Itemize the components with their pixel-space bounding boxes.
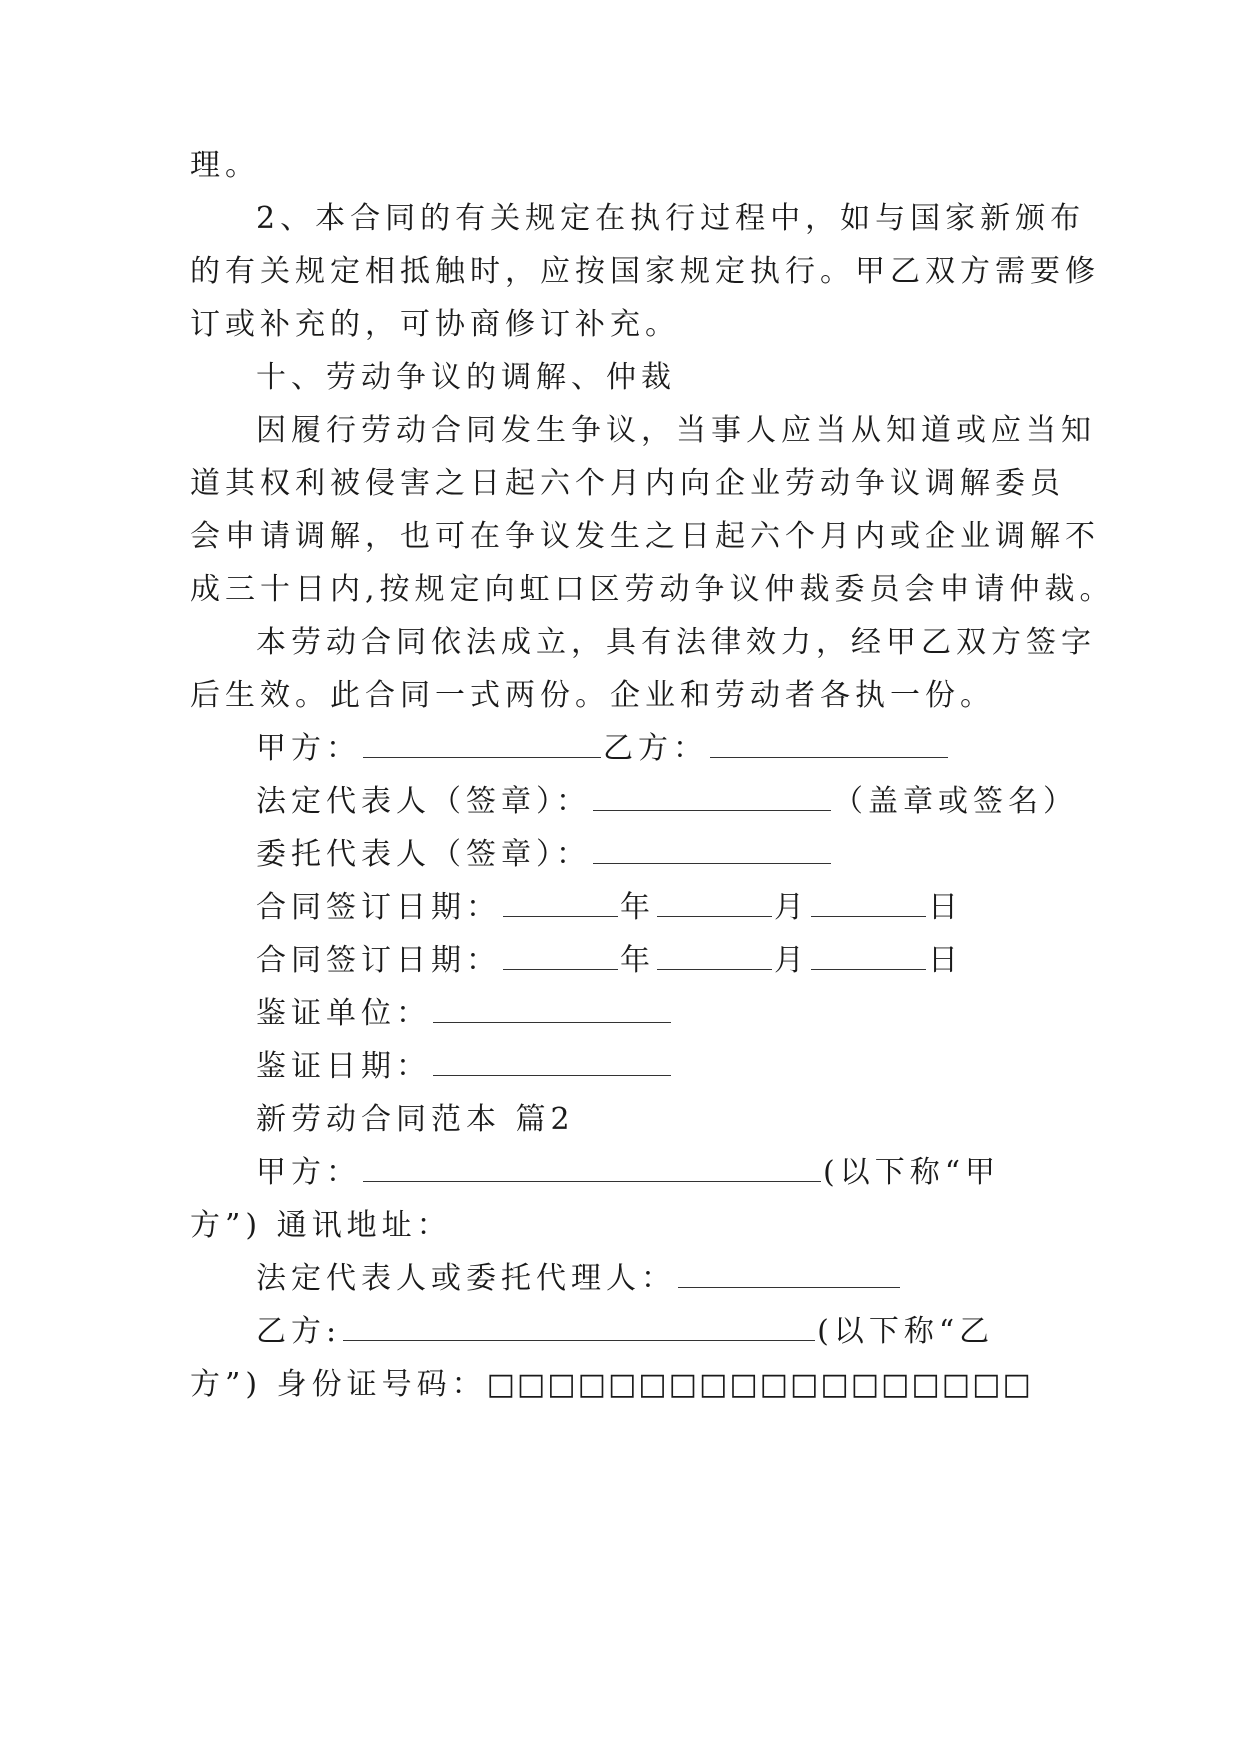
party-a-blank[interactable]	[363, 1157, 821, 1182]
year-label: 年	[620, 943, 655, 978]
year-blank[interactable]	[503, 892, 618, 917]
rep-label: 法定代表人或委托代理人：	[256, 1261, 676, 1296]
id-number-boxes[interactable]: □□□□□□□□□□□□□□□□□□	[486, 1367, 1033, 1402]
paragraph-line: 订或补充的，可协商修订补充。	[190, 307, 680, 342]
cert-unit-label: 鉴证单位：	[256, 996, 431, 1031]
paragraph-line: 成三十日内,按规定向虹口区劳动争议仲裁委员会申请仲裁。	[190, 572, 1115, 607]
paragraph-line: 后生效。此合同一式两份。企业和劳动者各执一份。	[190, 678, 995, 713]
paragraph-line: 的有关规定相抵触时，应按国家规定执行。甲乙双方需要修	[190, 254, 1100, 289]
sign-date-label: 合同签订日期：	[256, 943, 501, 978]
paragraph-line: 本劳动合同依法成立，具有法律效力，经甲乙双方签字	[256, 625, 1096, 660]
paragraph-line: 理。	[190, 148, 260, 183]
year-label: 年	[620, 890, 655, 925]
rep-blank[interactable]	[678, 1263, 900, 1288]
party-a-label: 甲方：	[256, 731, 361, 766]
party-b-blank[interactable]	[343, 1316, 815, 1341]
party-row	[256, 729, 1070, 769]
section-heading: 十、劳动争议的调解、仲裁	[256, 360, 676, 395]
day-blank[interactable]	[811, 945, 926, 970]
sign-date-row	[256, 888, 1070, 928]
legal-rep-label: 法定代表人（签章）：	[256, 784, 591, 819]
seal-note: （盖章或签名）	[833, 784, 1078, 819]
sign-date-row	[256, 941, 1070, 981]
entrusted-rep-blank[interactable]	[593, 839, 831, 864]
month-label: 月	[774, 943, 809, 978]
party-b-cont: 方”) 身份证号码：	[190, 1367, 487, 1402]
legal-rep-row	[256, 782, 1078, 822]
legal-rep-blank[interactable]	[593, 786, 831, 811]
party-b-note: (以下称“乙	[817, 1314, 995, 1349]
month-blank[interactable]	[657, 945, 772, 970]
party-b-label: 乙方:	[256, 1314, 342, 1349]
sign-date-label: 合同签订日期：	[256, 890, 501, 925]
year-blank[interactable]	[503, 945, 618, 970]
day-blank[interactable]	[811, 892, 926, 917]
entrusted-rep-label: 委托代表人（签章）：	[256, 837, 591, 872]
section-title: 新劳动合同范本 篇2	[256, 1102, 575, 1137]
cert-unit-row	[256, 994, 1070, 1034]
party-a-note: (以下称“甲	[823, 1155, 1001, 1190]
party-b-blank[interactable]	[710, 733, 948, 758]
day-label: 日	[928, 943, 963, 978]
cert-unit-blank[interactable]	[433, 998, 671, 1023]
paragraph-line: 2、本合同的有关规定在执行过程中，如与国家新颁布	[256, 201, 1086, 236]
rep-row	[256, 1259, 1070, 1299]
entrusted-rep-row	[256, 835, 1070, 875]
paragraph-line: 会申请调解，也可在争议发生之日起六个月内或企业调解不	[190, 519, 1100, 554]
month-blank[interactable]	[657, 892, 772, 917]
month-label: 月	[774, 890, 809, 925]
party-b-label: 乙方：	[603, 731, 708, 766]
party-b-row	[256, 1312, 1070, 1352]
paragraph-line: 因履行劳动合同发生争议，当事人应当从知道或应当知	[256, 413, 1096, 448]
cert-date-row	[256, 1047, 1070, 1087]
party-a-label: 甲方：	[256, 1155, 361, 1190]
id-number-row	[190, 1365, 1070, 1405]
paragraph-line: 道其权利被侵害之日起六个月内向企业劳动争议调解委员	[190, 466, 1065, 501]
party-a-row	[256, 1153, 1070, 1193]
day-label: 日	[928, 890, 963, 925]
cert-date-blank[interactable]	[433, 1051, 671, 1076]
party-a-address-row: 方”) 通讯地址：	[190, 1208, 452, 1243]
cert-date-label: 鉴证日期：	[256, 1049, 431, 1084]
party-a-blank[interactable]	[363, 733, 601, 758]
